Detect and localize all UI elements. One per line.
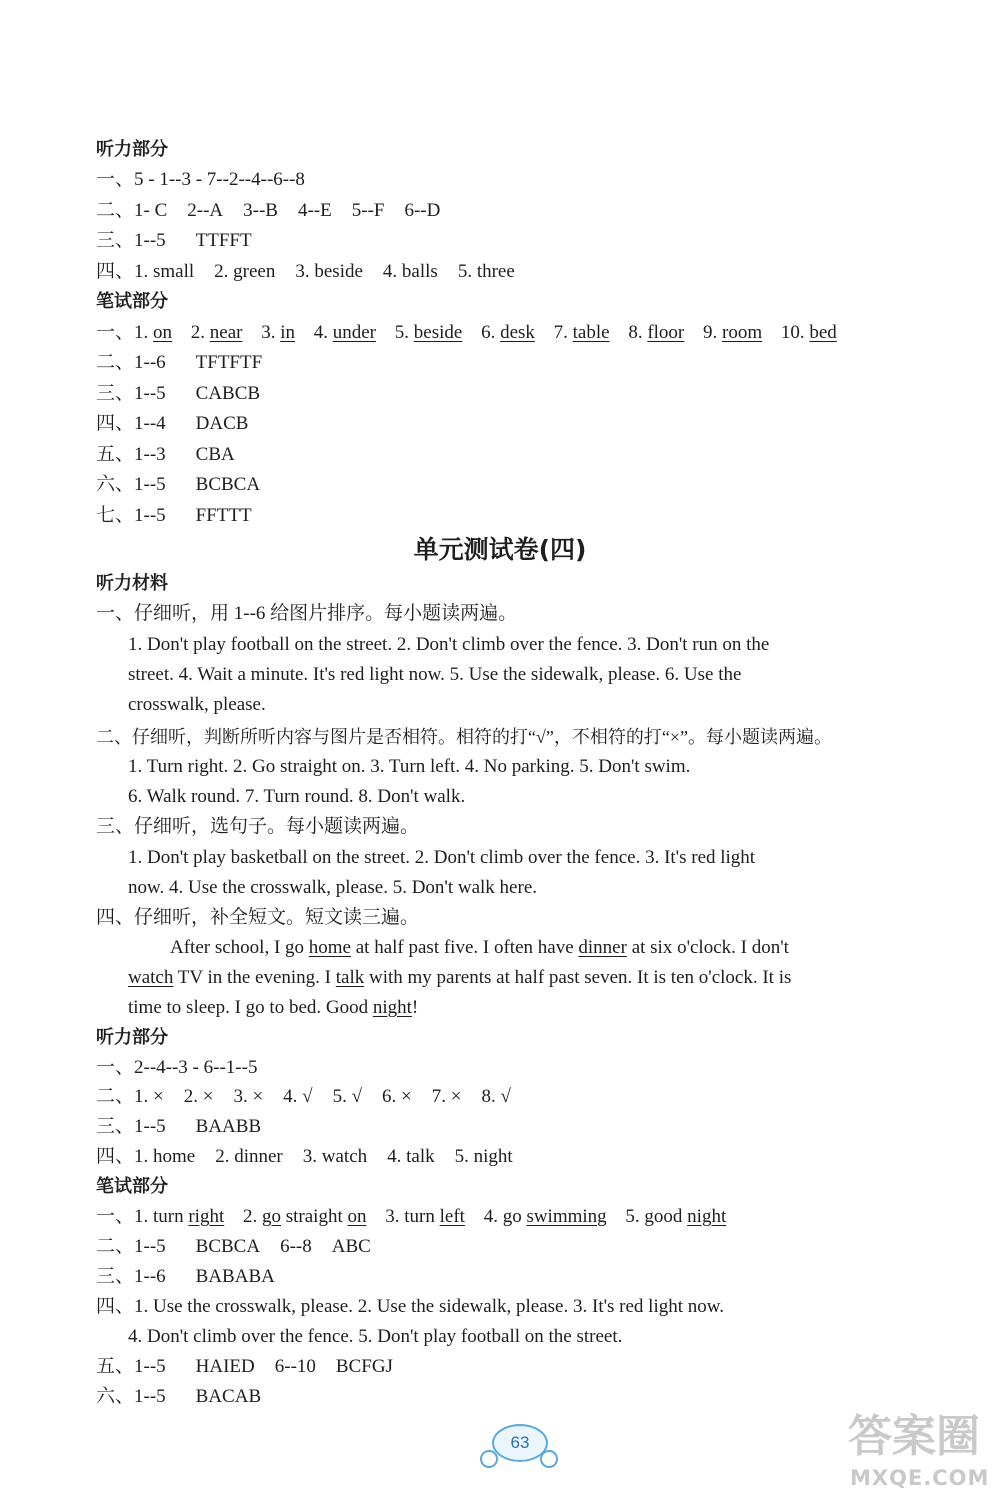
material-q1-line: 1. Don't play football on the street. 2. Don't climb over the fence. 3. Don't run on the [128, 634, 770, 655]
write-answer-4: 四、1. Use the crosswalk, please. 2. Use the sidewalk, please. 3. It's red light now. [96, 1296, 724, 1317]
material-q1-title: 一、仔细听，用 1--6 给图片排序。每小题读两遍。 [96, 603, 518, 624]
material-heading: 听力材料 [96, 573, 168, 594]
listen-answer-3: 三、1--5 TTFFT [96, 230, 252, 251]
writing-heading: 笔试部分 [96, 1176, 168, 1197]
listening-heading: 听力部分 [96, 139, 168, 160]
write-answer-5: 五、1--3 CBA [96, 444, 235, 465]
write-answer-4-cont: 4. Don't climb over the fence. 5. Don't play football on the street. [128, 1326, 623, 1347]
write-answer-4: 四、1--4 DACB [96, 413, 249, 434]
listen-answer-4: 四、1. home 2. dinner 3. watch 4. talk 5. night [96, 1146, 513, 1167]
write-answer-1: 一、1. on 2. near 3. in 4. under 5. beside 6. desk 7. table 8. floor 9. room 10. bed [96, 322, 837, 343]
material-q3-line: 1. Don't play basketball on the street. 2. Don't climb over the fence. 3. It's red light [128, 847, 756, 868]
write-answer-7: 七、1--5 FFTTT [96, 505, 252, 526]
listening-heading: 听力部分 [96, 1027, 168, 1048]
material-q4-paragraph-line: time to sleep. I go to bed. Good night! [128, 997, 419, 1018]
material-q1-line: crosswalk, please. [128, 694, 266, 715]
write-answer-1: 一、1. turn right 2. go straight on 3. turn left 4. go swimming 5. good night [96, 1206, 727, 1227]
page-number-badge [478, 1418, 558, 1478]
listen-answer-2: 二、1. × 2. × 3. × 4. √ 5. √ 6. × 7. × 8. √ [96, 1086, 511, 1107]
watermark-icons: 答案圈 [848, 1411, 980, 1462]
listen-answer-3: 三、1--5 BAABB [96, 1116, 262, 1137]
material-q2-line: 6. Walk round. 7. Turn round. 8. Don't walk. [128, 786, 466, 807]
watermark-logo [848, 1412, 998, 1500]
writing-heading: 笔试部分 [96, 291, 168, 312]
write-answer-5: 五、1--5 HAIED 6--10 BCFGJ [96, 1356, 393, 1377]
unit-test-title: 单元测试卷(四) [413, 535, 587, 564]
listen-answer-2: 二、1- C 2--A 3--B 4--E 5--F 6--D [96, 200, 441, 221]
material-q4-title: 四、仔细听，补全短文。短文读三遍。 [96, 907, 420, 928]
write-answer-2: 二、1--6 TFTFTF [96, 352, 263, 373]
write-answer-2: 二、1--5 BCBCA 6--8 ABC [96, 1236, 371, 1257]
listen-answer-1: 一、2--4--3 - 6--1--5 [96, 1057, 258, 1078]
write-answer-3: 三、1--6 BABABA [96, 1266, 275, 1287]
listen-answer-4: 四、1. small 2. green 3. beside 4. balls 5. three [96, 261, 515, 282]
material-q2-title: 二、仔细听，判断所听内容与图片是否相符。相符的打“√”，不相符的打“×”。每小题读两遍。 [96, 727, 832, 747]
material-q4-paragraph-line: After school, I go home at half past five. I often have dinner at six o'clock. I don't [170, 937, 789, 958]
write-answer-6: 六、1--5 BACAB [96, 1386, 262, 1407]
material-q4-paragraph-line: watch TV in the evening. I talk with my parents at half past seven. It is ten o'clock. It is [128, 967, 792, 988]
material-q1-line: street. 4. Wait a minute. It's red light now. 5. Use the sidewalk, please. 6. Use the [128, 664, 742, 685]
listen-answer-1: 一、5 - 1--3 - 7--2--4--6--8 [96, 169, 305, 190]
write-answer-3: 三、1--5 CABCB [96, 383, 261, 404]
material-q3-line: now. 4. Use the crosswalk, please. 5. Don't walk here. [128, 877, 538, 898]
material-q3-title: 三、仔细听，选句子。每小题读两遍。 [96, 816, 420, 837]
write-answer-6: 六、1--5 BCBCA [96, 474, 261, 495]
page-number: 63 [492, 1424, 548, 1462]
watermark-url: MXQE.COM [850, 1466, 990, 1490]
material-q2-line: 1. Turn right. 2. Go straight on. 3. Turn left. 4. No parking. 5. Don't swim. [128, 756, 691, 777]
